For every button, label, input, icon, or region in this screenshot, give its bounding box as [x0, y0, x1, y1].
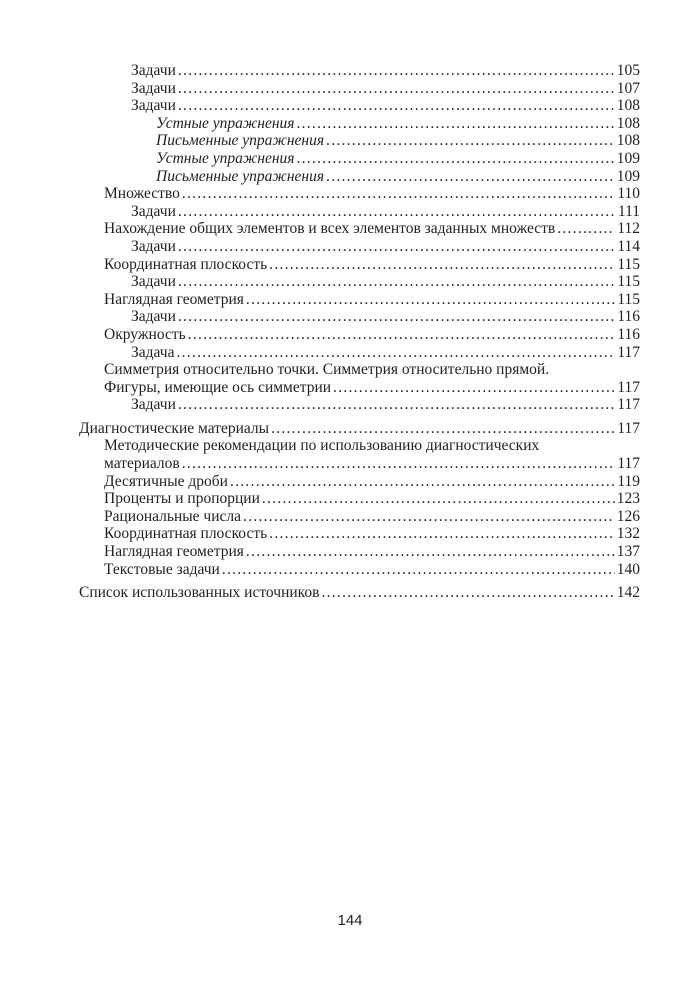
toc-entry-title: Устные упражнения [156, 114, 295, 132]
dot-leader [557, 220, 615, 238]
table-of-contents [79, 62, 640, 602]
dot-leader [271, 420, 615, 438]
dot-leader [182, 455, 616, 473]
toc-entry-page: 108 [616, 114, 640, 132]
toc-entry[interactable] [79, 256, 640, 274]
toc-entry-page: 111 [617, 202, 640, 220]
toc-entry-title: Задачи [131, 202, 176, 220]
toc-entry[interactable] [79, 308, 640, 326]
toc-entry-page: 137 [616, 543, 640, 561]
toc-entry-page: 117 [617, 419, 640, 437]
toc-entry-title: Нахождение общих элементов и всех элементов заданных множеств [104, 220, 556, 238]
toc-entry-page: 142 [616, 584, 640, 602]
toc-entry-page: 117 [617, 378, 640, 396]
toc-entry-title: Задачи [131, 396, 176, 414]
toc-entry-page: 126 [616, 507, 640, 525]
toc-entry-page: 110 [617, 185, 640, 203]
toc-entry[interactable] [79, 291, 640, 309]
toc-entry-page: 108 [616, 132, 640, 150]
toc-entry-title: Окружность [104, 325, 186, 343]
toc-entry[interactable] [79, 80, 640, 98]
dot-leader [182, 185, 615, 203]
dot-leader [326, 168, 615, 186]
dot-leader [178, 396, 615, 414]
toc-entry[interactable] [79, 203, 640, 221]
dot-leader [321, 584, 614, 602]
dot-leader [222, 561, 615, 579]
toc-entry-title: Диагностические материалы [79, 419, 270, 437]
toc-entry-title: Проценты и пропорции [104, 490, 260, 508]
toc-entry-page: 105 [616, 62, 640, 79]
dot-leader [176, 344, 615, 362]
toc-entry-title: Задачи [131, 62, 176, 79]
toc-entry-title: Письменные упражнения [156, 167, 325, 185]
toc-entry[interactable] [79, 132, 640, 150]
toc-entry-page: 123 [616, 490, 640, 508]
toc-entry-title: Письменные упражнения [156, 132, 325, 150]
toc-entry[interactable] [79, 168, 640, 186]
toc-entry[interactable] [79, 525, 640, 543]
toc-entry-page: 116 [617, 325, 640, 343]
toc-entry-title: Координатная плоскость [104, 525, 268, 543]
dot-leader [269, 525, 615, 543]
dot-leader [326, 132, 615, 150]
toc-entry[interactable] [79, 273, 640, 291]
dot-leader [178, 97, 615, 115]
toc-entry-title: Координатная плоскость [104, 255, 268, 273]
toc-entry-page: 115 [617, 255, 640, 273]
toc-entry-title: Наглядная геометрия [104, 290, 244, 308]
toc-entry-page: 116 [617, 308, 640, 326]
dot-leader [178, 273, 615, 291]
dot-leader [243, 508, 615, 526]
toc-entry[interactable] [79, 238, 640, 256]
toc-entry-title: Десятичные дроби [104, 472, 228, 490]
dot-leader [269, 256, 615, 274]
toc-entry-title: Текстовые задачи [104, 560, 220, 578]
dot-leader [296, 115, 614, 133]
toc-entry-title: Задачи [131, 79, 176, 97]
toc-entry-title: Задачи [131, 97, 176, 115]
toc-entry-first-line: Методические рекомендации по использованию диагностических [104, 437, 540, 455]
toc-entry-page: 109 [616, 167, 640, 185]
toc-entry-title: Задачи [131, 308, 176, 326]
toc-entry[interactable] [79, 396, 640, 414]
toc-entry-title: Фигуры, имеющие ось симметрии [104, 378, 332, 396]
toc-entry[interactable] [79, 420, 640, 438]
toc-entry-title: Устные упражнения [156, 149, 295, 167]
dot-leader [188, 326, 616, 344]
toc-entry-page: 132 [616, 525, 640, 543]
toc-entry-page: 140 [616, 560, 640, 578]
toc-entry-page: 115 [617, 273, 640, 291]
toc-entry-page: 119 [617, 472, 640, 490]
toc-entry[interactable] [79, 543, 640, 561]
toc-entry-page: 114 [617, 237, 640, 255]
toc-entry-title: Задача [131, 343, 175, 361]
toc-entry-title: Наглядная геометрия [104, 543, 244, 561]
toc-entry[interactable] [79, 97, 640, 115]
toc-entry-title: Список использованных источников [79, 584, 320, 602]
dot-leader [178, 238, 615, 256]
toc-entry-first-line: Симметрия относительно точки. Симметрия относительно прямой. [104, 361, 550, 379]
toc-entry[interactable] [79, 490, 640, 508]
dot-leader [230, 473, 615, 491]
dot-leader [178, 62, 615, 80]
toc-entry[interactable] [79, 62, 640, 80]
toc-entry[interactable] [79, 561, 640, 579]
dot-leader [178, 80, 615, 98]
toc-entry[interactable] [79, 379, 640, 397]
dot-leader [178, 203, 616, 221]
toc-entry[interactable] [79, 150, 640, 168]
toc-entry-page: 117 [617, 396, 640, 414]
toc-entry[interactable] [79, 473, 640, 491]
toc-entry[interactable] [79, 455, 640, 473]
toc-entry-title: Задачи [131, 237, 176, 255]
page-number: 144 [337, 912, 363, 929]
toc-entry[interactable] [79, 584, 640, 602]
dot-leader [333, 379, 615, 397]
toc-entry-page: 115 [617, 290, 640, 308]
toc-entry[interactable] [79, 220, 640, 238]
toc-entry-page: 117 [617, 455, 640, 473]
dot-leader [178, 308, 615, 326]
dot-leader [246, 543, 615, 561]
toc-entry-page: 109 [616, 149, 640, 167]
toc-entry[interactable] [79, 115, 640, 133]
toc-entry[interactable] [79, 344, 640, 362]
toc-entry[interactable] [79, 185, 640, 203]
toc-entry-title: Множество [104, 185, 180, 203]
toc-entry-title: материалов [104, 455, 180, 473]
toc-entry[interactable] [79, 508, 640, 526]
toc-entry-title: Задачи [131, 273, 176, 291]
toc-entry-page: 108 [616, 97, 640, 115]
toc-entry[interactable] [79, 326, 640, 344]
dot-leader [262, 490, 615, 508]
toc-entry-title: Рациональные числа [104, 507, 242, 525]
toc-entry-page: 117 [617, 343, 640, 361]
dot-leader [296, 150, 614, 168]
dot-leader [246, 291, 615, 309]
toc-entry-page: 112 [617, 220, 640, 238]
toc-entry-page: 107 [616, 79, 640, 97]
